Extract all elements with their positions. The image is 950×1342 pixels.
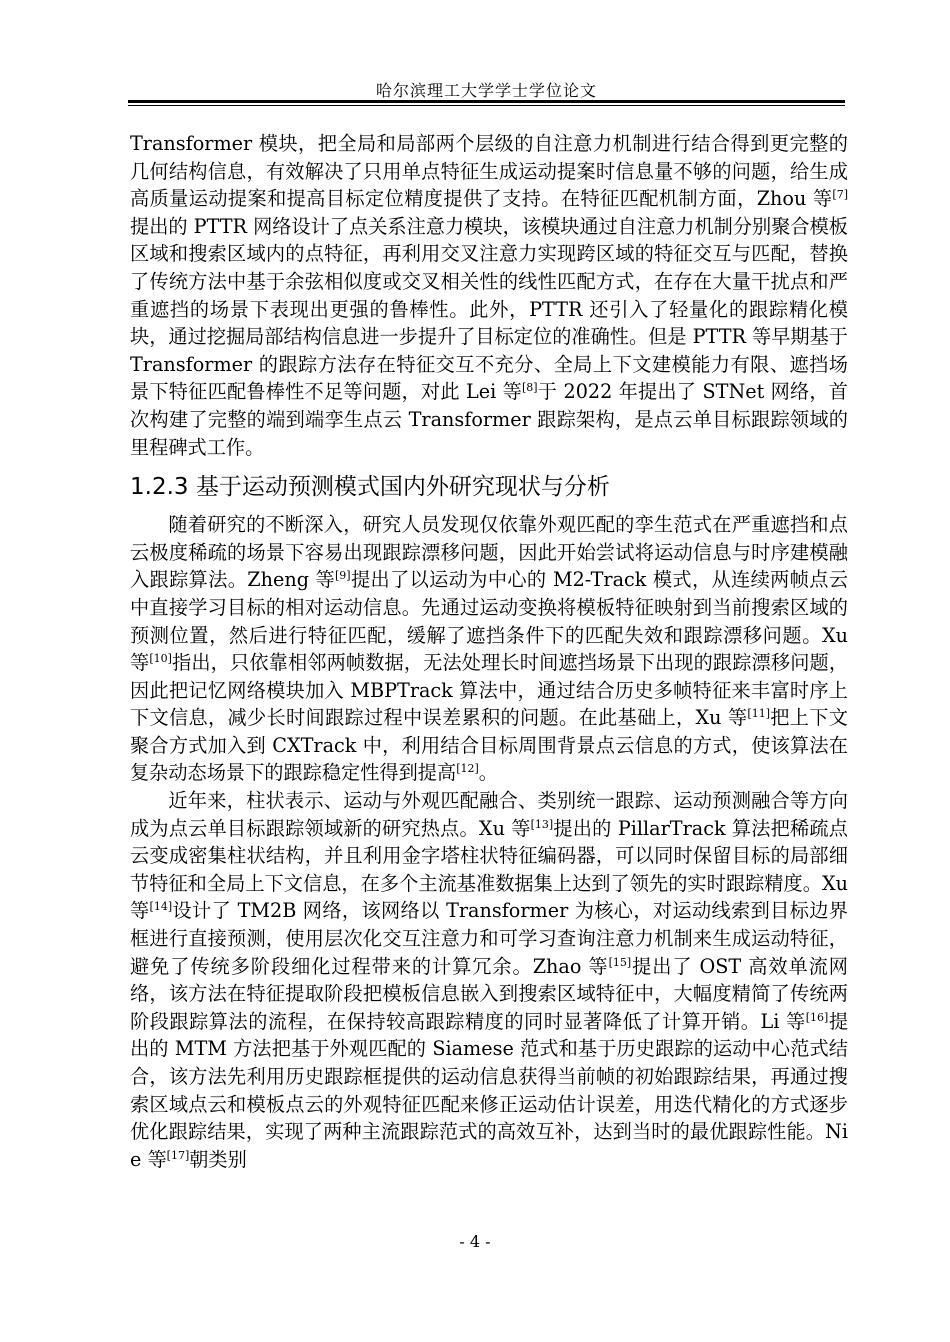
citation-ref: [10]: [149, 652, 172, 666]
citation-ref: [15]: [608, 955, 632, 969]
citation-ref: [7]: [832, 188, 848, 202]
citation-ref: [12]: [456, 762, 479, 776]
text-run: 随着研究的不断深入，研究人员发现仅依靠外观匹配的孪生范式在严重遮挡和点云极度稀疏的场景下容易出现跟踪漂移问题，因此开始尝试将运动信息与时序建模融入跟踪算法。Zheng 等: [130, 513, 848, 592]
citation-ref: [11]: [747, 707, 770, 721]
text-run: 提出了以运动为中心的 M2-Track 模式，从连续两帧点云中直接学习目标的相对运动信息。先通过运动变换将模板特征映射到当前搜索区域的预测位置，然后进行特征匹配，缓解了遮挡条件下的匹配失效和跟踪漂移问题。Xu 等: [130, 568, 848, 675]
text-run: 朝类别: [189, 1147, 247, 1171]
citation-ref: [8]: [521, 381, 538, 395]
section-heading: 1.2.3 基于运动预测模式国内外研究现状与分析: [130, 474, 610, 501]
citation-ref: [9]: [335, 569, 351, 583]
citation-ref: [14]: [149, 900, 173, 914]
text-run: 提出的 MTM 方法把基于外观匹配的 Siamese 范式和基于历史跟踪的运动中心范式结合，该方法先利用历史跟踪框提供的运动信息获得当前帧的初始跟踪结果，再通过搜索区域点云和模板点云的外观特征匹配来修正运动估计误差，用迭代精化的方式逐步优化跟踪结果，实现了两种主流跟踪范式的高效互补，达到当时的最优跟踪性能。Nie 等: [130, 1009, 848, 1171]
paragraph: [130, 787, 848, 1173]
citation-ref: [13]: [530, 817, 554, 831]
text-run: 把上下文聚合方式加入到 CXTrack 中，利用结合目标周围背景点云信息的方式，使该算法在复杂动态场景下的跟踪稳定性得到提高: [130, 706, 848, 785]
paragraph: [130, 130, 848, 461]
text-run: Transformer 模块，把全局和局部两个层级的自注意力机制进行结合得到更完整的几何结构信息，有效解决了只用单点特征生成运动提案时信息量不够的问题，给生成高质量运动提案和提高目标定位精度提供了支持。在特征匹配机制方面，Zhou 等: [130, 132, 848, 211]
header-rule-thick: [128, 100, 845, 103]
text-run: 提出了 OST 高效单流网络，该方法在特征提取阶段把模板信息嵌入到搜索区域特征中，大幅度精简了传统两阶段跟踪算法的流程，在保持较高跟踪精度的同时显著降低了计算开销。Li 等: [130, 954, 848, 1033]
header-rule-thin: [128, 105, 845, 106]
page-number: - 4 -: [459, 1232, 491, 1251]
text-run: 设计了 TM2B 网络，该网络以 Transformer 为核心，对运动线索到目标边界框进行直接预测，使用层次化交互注意力和可学习查询注意力机制来生成运动特征，避免了传统多阶段细化过程带来的计算冗余。Zhao 等: [130, 899, 848, 978]
text-run: 指出，只依靠相邻两帧数据，无法处理长时间遮挡场景下出现的跟踪漂移问题，因此把记忆网络模块加入 MBPTrack 算法中，通过结合历史多帧特征来丰富时序上下文信息，减少长时间跟踪过程中误差累积的问题。在此基础上，Xu 等: [130, 651, 849, 730]
paragraph: [130, 511, 848, 787]
text-run: 于 2022 年提出了 STNet 网络，首次构建了完整的端到端孪生点云 Transformer 跟踪架构，是点云单目标跟踪领域的里程碑式工作。: [130, 380, 848, 459]
text-run: 提出的 PillarTrack 算法把稀疏点云变成密集柱状结构，并且利用金字塔柱状特征编码器，可以同时保留目标的局部细节特征和全局上下文信息，在多个主流基准数据集上达到了领先的实时跟踪精度。Xu 等: [130, 816, 848, 923]
text-run: 提出的 PTTR 网络设计了点关系注意力模块，该模块通过自注意力机制分别聚合模板区域和搜索区域内的点特征，再利用交叉注意力实现跨区域的特征交互与匹配，替换了传统方法中基于余弦相似度或交叉相关性的线性匹配方式，在存在大量干扰点和严重遮挡的场景下表现出更强的鲁棒性。此外，PTTR 还引入了轻量化的跟踪精化模块，通过挖掘局部结构信息进一步提升了目标定位的准确性。但是 PTTR 等早期基于 Transformer 的跟踪方法存在特征交互不充分、全局上下文建模能力有限、遮挡场景下特征匹配鲁棒性不足等问题，对此 Lei 等: [130, 214, 848, 404]
citation-ref: [17]: [166, 1148, 190, 1162]
text-run: 。: [478, 761, 498, 785]
citation-ref: [16]: [805, 1010, 829, 1024]
body-text: [130, 130, 848, 1173]
text-run: 近年来，柱状表示、运动与外观匹配融合、类别统一跟踪、运动预测融合等方向成为点云单目标跟踪领域新的研究热点。Xu 等: [130, 789, 848, 840]
running-header: 哈尔滨理工大学学士学位论文: [375, 81, 597, 100]
